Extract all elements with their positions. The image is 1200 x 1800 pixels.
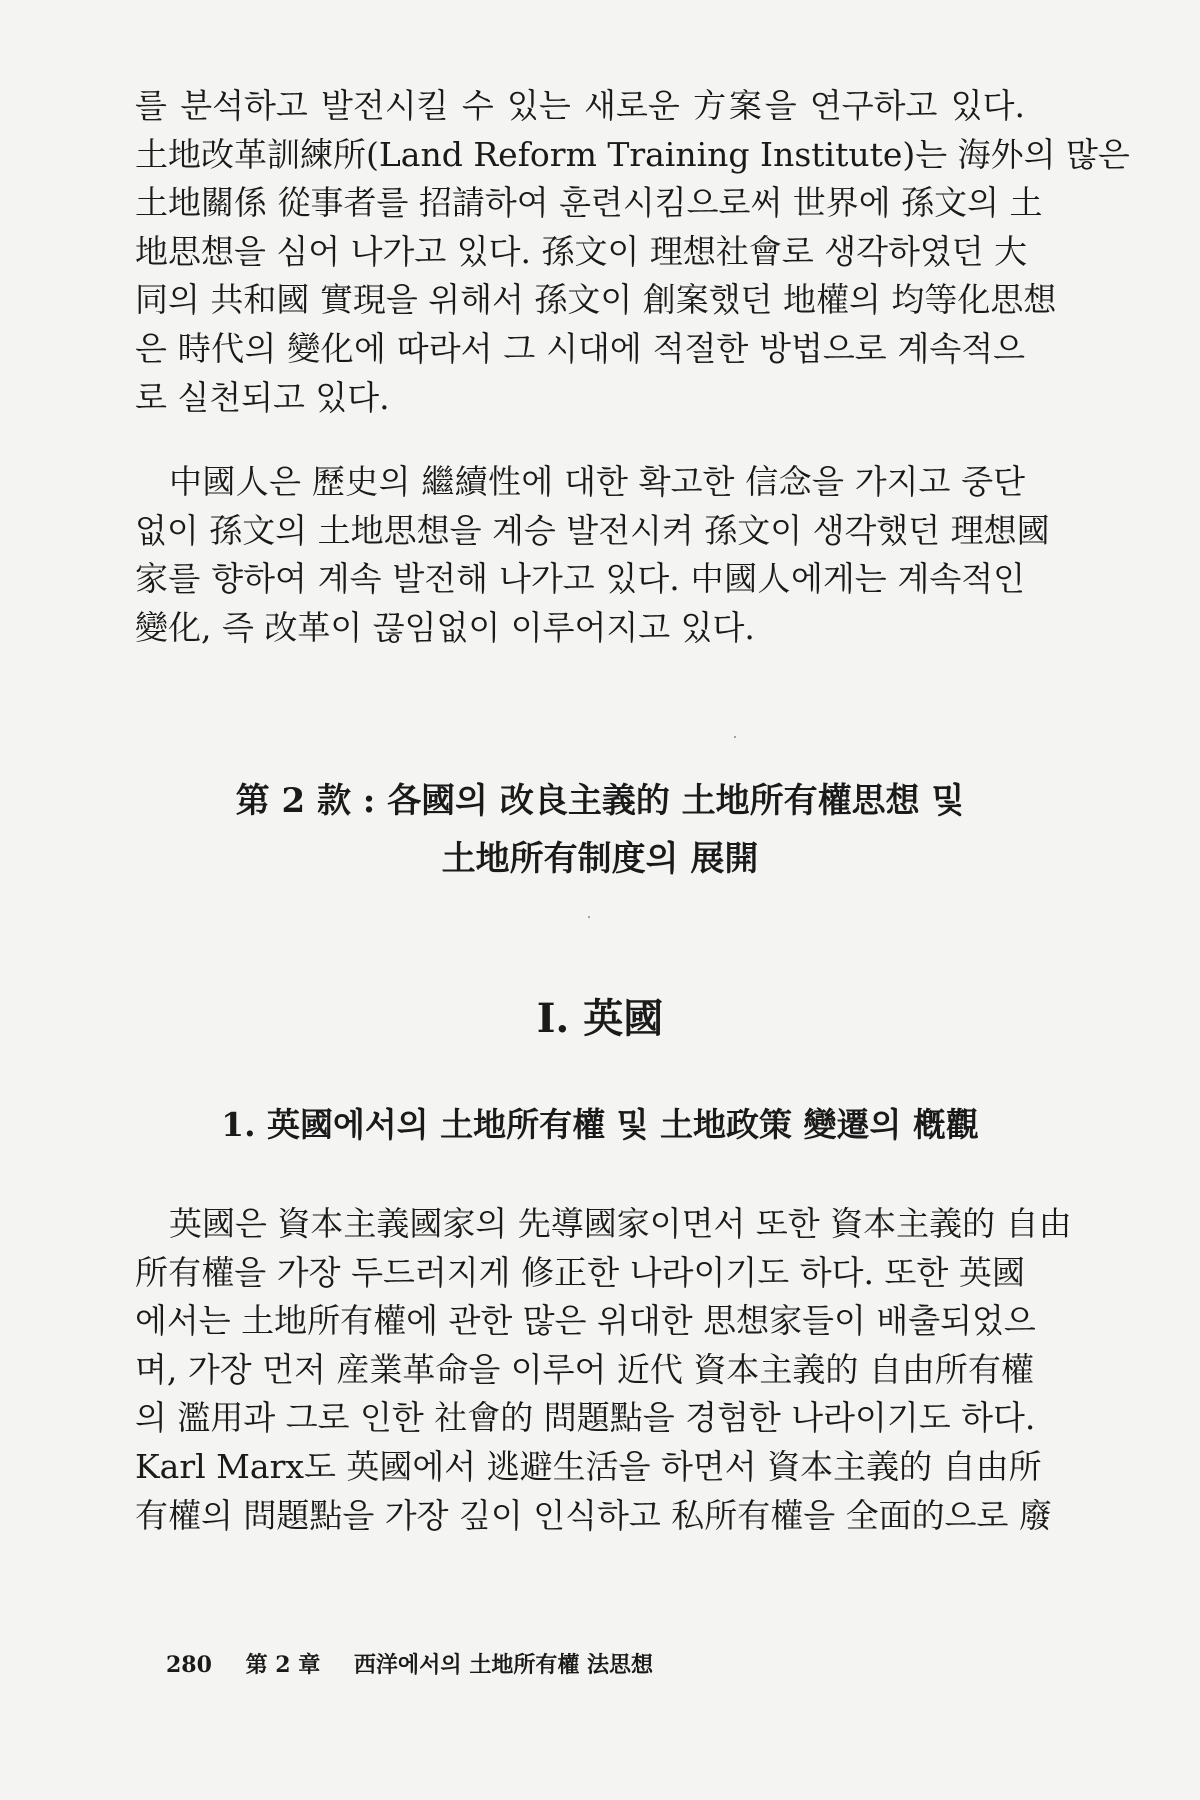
page-footer: [166, 1648, 679, 1679]
text-line: 를 분석하고 발전시킬 수 있는 새로운 方案을 연구하고 있다.: [135, 86, 1025, 125]
text-line: Karl Marx도 英國에서 逃避生活을 하면서 資本主義的 自由所: [135, 1446, 1042, 1486]
subsection-heading: 1. 英國에서의 土地所有權 및 土地政策 變遷의 槪觀: [221, 1105, 979, 1144]
text-line: 土地改革訓練所(Land Reform Training Institute)는 海外의 많은: [135, 134, 1130, 174]
footer-chapter-title: 西洋에서의 土地所有權 法思想: [353, 1652, 653, 1678]
text-line: 有權의 問題點을 가장 깊이 인식하고 私所有權을 全面的으로 廢: [135, 1495, 1052, 1535]
paragraph-chinese-continuity: [135, 458, 1050, 652]
paragraph-continued: [135, 82, 1130, 422]
paragraph-england: [135, 1200, 1072, 1540]
section-title: [0, 772, 1200, 888]
text-line: 土地關係 從事者를 招請하여 훈련시킴으로써 世界에 孫文의 土: [135, 183, 1043, 223]
text-line: 며, 가장 먼저 産業革命을 이루어 近代 資本主義的 自由所有權: [135, 1349, 1034, 1389]
footer-chapter: 第 2 章: [245, 1652, 321, 1678]
chapter-heading: Ⅰ. 英國: [536, 995, 664, 1042]
text-line: 家를 향하여 계속 발전해 나가고 있다. 中國人에게는 계속적인: [135, 559, 1025, 599]
text-line: 로 실천되고 있다.: [135, 377, 390, 417]
text-line: 中國人은 歷史의 繼續性에 대한 확고한 信念을 가지고 중단: [169, 462, 1025, 501]
scan-speck: [588, 916, 590, 918]
section-title-line: 土地所有制度의 展開: [441, 839, 759, 879]
page-number: 280: [166, 1652, 212, 1678]
text-line: 은 時代의 變化에 따라서 그 시대에 적절한 방법으로 계속적으: [135, 328, 1025, 368]
section-title-line: 第 2 款 : 各國의 改良主義的 土地所有權思想 및: [235, 781, 965, 821]
text-line: 地思想을 심어 나가고 있다. 孫文이 理想社會로 생각하였던 大: [135, 231, 1028, 271]
scan-speck: [734, 736, 736, 738]
text-line: 없이 孫文의 土地思想을 계승 발전시켜 孫文이 생각했던 理想國: [135, 510, 1050, 550]
text-line: 所有權을 가장 두드러지게 修正한 나라이기도 하다. 또한 英國: [135, 1252, 1025, 1292]
text-line: 變化, 즉 改革이 끊임없이 이루어지고 있다.: [135, 607, 755, 647]
text-line: 英國은 資本主義國家의 先導國家이면서 또한 資本主義的 自由: [169, 1204, 1072, 1243]
text-line: 同의 共和國 實現을 위해서 孫文이 創案했던 地權의 均等化思想: [135, 280, 1057, 320]
text-line: 에서는 土地所有權에 관한 많은 위대한 思想家들이 배출되었으: [135, 1301, 1036, 1341]
text-line: 의 濫用과 그로 인한 社會的 問題點을 경험한 나라이기도 하다.: [135, 1398, 1036, 1438]
